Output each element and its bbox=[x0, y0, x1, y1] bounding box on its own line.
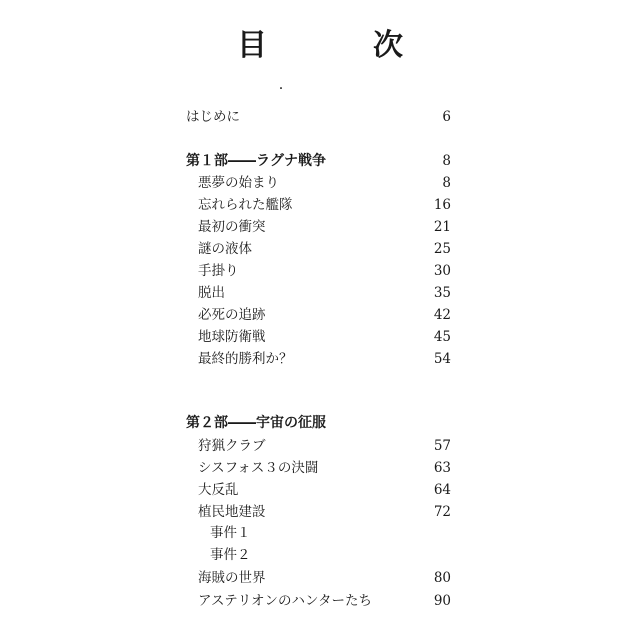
toc-entry-page: 8 bbox=[442, 175, 451, 191]
toc-entry[interactable] bbox=[0, 436, 640, 456]
toc-entry-page: 21 bbox=[433, 219, 451, 235]
toc-entry-label: 植民地建設 bbox=[198, 504, 266, 520]
toc-subentry[interactable] bbox=[0, 523, 640, 543]
toc-entry[interactable] bbox=[0, 239, 640, 259]
toc-part-label: 第２部――宇宙の征服 bbox=[186, 415, 326, 431]
toc-entry[interactable] bbox=[0, 480, 640, 500]
toc-entry[interactable] bbox=[0, 502, 640, 522]
decorative-dot: ・ bbox=[276, 84, 286, 95]
toc-entry[interactable] bbox=[0, 195, 640, 215]
toc-entry[interactable] bbox=[0, 591, 640, 611]
page-title: 目 次 bbox=[237, 28, 441, 63]
toc-entry-page: 72 bbox=[433, 504, 451, 520]
toc-entry-page: 57 bbox=[433, 438, 451, 454]
toc-part-1-heading[interactable] bbox=[0, 151, 640, 171]
toc-entry-label: 手掛り bbox=[198, 263, 239, 279]
toc-entry-page: 16 bbox=[433, 197, 451, 213]
toc-entry-label: 海賊の世界 bbox=[198, 570, 266, 586]
toc-subentry[interactable] bbox=[0, 545, 640, 565]
toc-entry-label: 地球防衛戦 bbox=[198, 329, 266, 345]
toc-entry-page: 25 bbox=[433, 241, 451, 257]
toc-entry-label: シスフォス３の決闘 bbox=[198, 460, 319, 476]
toc-part-label: 第１部――ラグナ戦争 bbox=[186, 153, 326, 169]
toc-entry-page: 45 bbox=[433, 329, 451, 345]
toc-entry[interactable] bbox=[0, 283, 640, 303]
toc-entry-label: 必死の追跡 bbox=[198, 307, 266, 323]
toc-entry-page: 30 bbox=[433, 263, 451, 279]
toc-entry[interactable] bbox=[0, 217, 640, 237]
toc-entry-label: アステリオンのハンターたち bbox=[198, 593, 373, 609]
toc-entry-label: 謎の液体 bbox=[198, 241, 252, 257]
toc-entry-label: はじめに bbox=[186, 109, 240, 125]
toc-entry-label: 悪夢の始まり bbox=[198, 175, 279, 191]
toc-entry[interactable] bbox=[0, 305, 640, 325]
toc-entry-page: 42 bbox=[433, 307, 451, 323]
toc-entry-page: 64 bbox=[433, 482, 451, 498]
toc-entry-label: 最終的勝利か？ bbox=[198, 351, 293, 367]
toc-entry[interactable] bbox=[0, 173, 640, 193]
toc-entry[interactable] bbox=[0, 458, 640, 478]
toc-entry-label: 事件２ bbox=[210, 547, 251, 563]
toc-entry[interactable] bbox=[0, 261, 640, 281]
toc-entry-page: 63 bbox=[433, 460, 451, 476]
toc-entry-intro[interactable] bbox=[0, 107, 640, 127]
toc-entry[interactable] bbox=[0, 568, 640, 588]
toc-entry-page: 54 bbox=[433, 351, 451, 367]
toc-part-page: 8 bbox=[442, 153, 451, 169]
toc-entry-label: 最初の衝突 bbox=[198, 219, 266, 235]
toc-part-2-heading[interactable] bbox=[0, 413, 640, 433]
toc-entry-page: 90 bbox=[433, 593, 451, 609]
toc-entry-page: 35 bbox=[433, 285, 451, 301]
toc-entry[interactable] bbox=[0, 327, 640, 347]
toc-entry-label: 忘れられた艦隊 bbox=[198, 197, 293, 213]
toc-entry-label: 事件１ bbox=[210, 525, 251, 541]
toc-entry-label: 狩猟クラブ bbox=[198, 438, 266, 454]
toc-entry-page: 80 bbox=[433, 570, 451, 586]
toc-entry-label: 脱出 bbox=[198, 285, 225, 301]
toc-entry[interactable] bbox=[0, 349, 640, 369]
toc-entry-label: 大反乱 bbox=[198, 482, 239, 498]
toc-entry-page: 6 bbox=[442, 109, 451, 125]
